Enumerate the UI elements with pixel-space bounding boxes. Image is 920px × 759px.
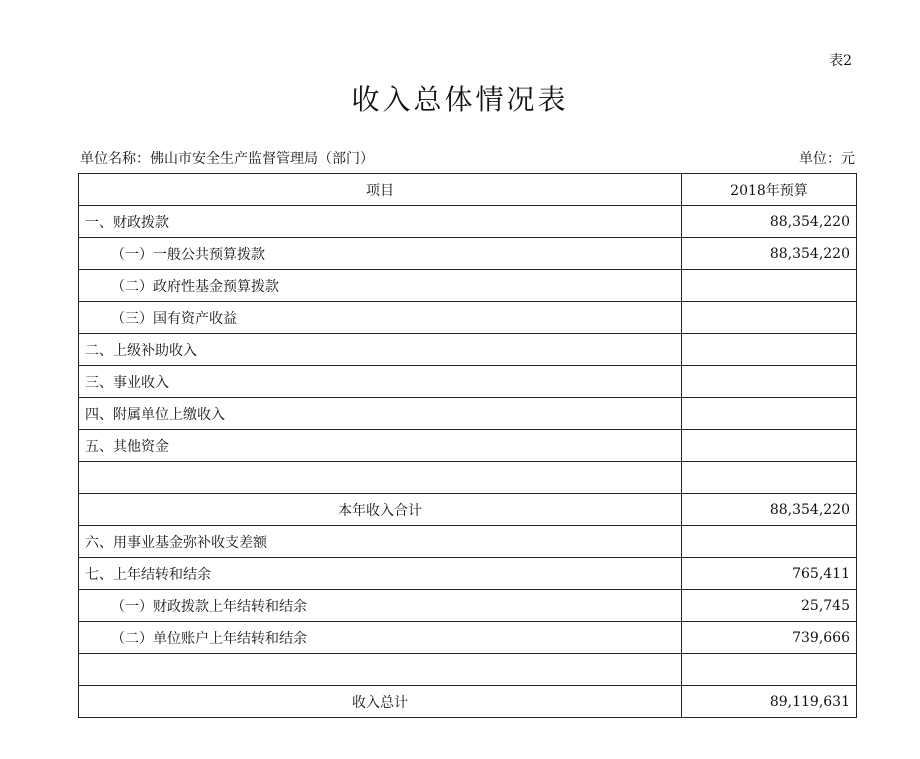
row-value: [682, 302, 857, 334]
unit-label: 单位：元: [799, 151, 855, 167]
row-value: 88,354,220: [682, 238, 857, 270]
row-value: [682, 462, 857, 494]
row-label: [79, 654, 682, 686]
table-row: [79, 366, 857, 398]
table-row: [79, 302, 857, 334]
row-value: 739,666: [682, 622, 857, 654]
row-value: [682, 334, 857, 366]
table-row: [79, 238, 857, 270]
table-row: [79, 654, 857, 686]
table-row: [79, 334, 857, 366]
table-row: [79, 398, 857, 430]
row-label: 六、用事业基金弥补收支差额: [79, 526, 682, 558]
row-value: [682, 654, 857, 686]
table-row: [79, 462, 857, 494]
table-row: [79, 590, 857, 622]
meta-row: [80, 148, 855, 168]
row-label: （一）一般公共预算拨款: [79, 238, 682, 270]
table-row: [79, 526, 857, 558]
row-value: [682, 430, 857, 462]
row-label: （一）财政拨款上年结转和结余: [79, 590, 682, 622]
row-label: 收入总计: [79, 686, 682, 718]
income-table: [78, 173, 857, 718]
unit-name-label: 单位名称：佛山市安全生产监督管理局（部门）: [80, 151, 374, 167]
row-label: 二、上级补助收入: [79, 334, 682, 366]
table-row: [79, 494, 857, 526]
table-row: [79, 686, 857, 718]
row-label: （二）单位账户上年结转和结余: [79, 622, 682, 654]
row-label: 五、其他资金: [79, 430, 682, 462]
header-item: 项目: [79, 174, 682, 206]
row-value: 25,745: [682, 590, 857, 622]
table-number: 表2: [829, 53, 852, 69]
row-label: （三）国有资产收益: [79, 302, 682, 334]
table-row: [79, 430, 857, 462]
table-header-row: [79, 174, 857, 206]
row-value: [682, 526, 857, 558]
row-label: 一、财政拨款: [79, 206, 682, 238]
row-value: 88,354,220: [682, 494, 857, 526]
row-label: 本年收入合计: [79, 494, 682, 526]
row-value: [682, 398, 857, 430]
row-label: [79, 462, 682, 494]
row-value: 88,354,220: [682, 206, 857, 238]
row-value: 89,119,631: [682, 686, 857, 718]
row-label: 七、上年结转和结余: [79, 558, 682, 590]
row-value: [682, 270, 857, 302]
page-title: 收入总体情况表: [351, 83, 569, 116]
row-label: 四、附属单位上缴收入: [79, 398, 682, 430]
row-value: [682, 366, 857, 398]
row-label: （二）政府性基金预算拨款: [79, 270, 682, 302]
row-label: 三、事业收入: [79, 366, 682, 398]
table-row: [79, 206, 857, 238]
table-row: [79, 622, 857, 654]
header-budget-2018: 2018年预算: [682, 174, 857, 206]
row-value: 765,411: [682, 558, 857, 590]
table-row: [79, 558, 857, 590]
table-row: [79, 270, 857, 302]
